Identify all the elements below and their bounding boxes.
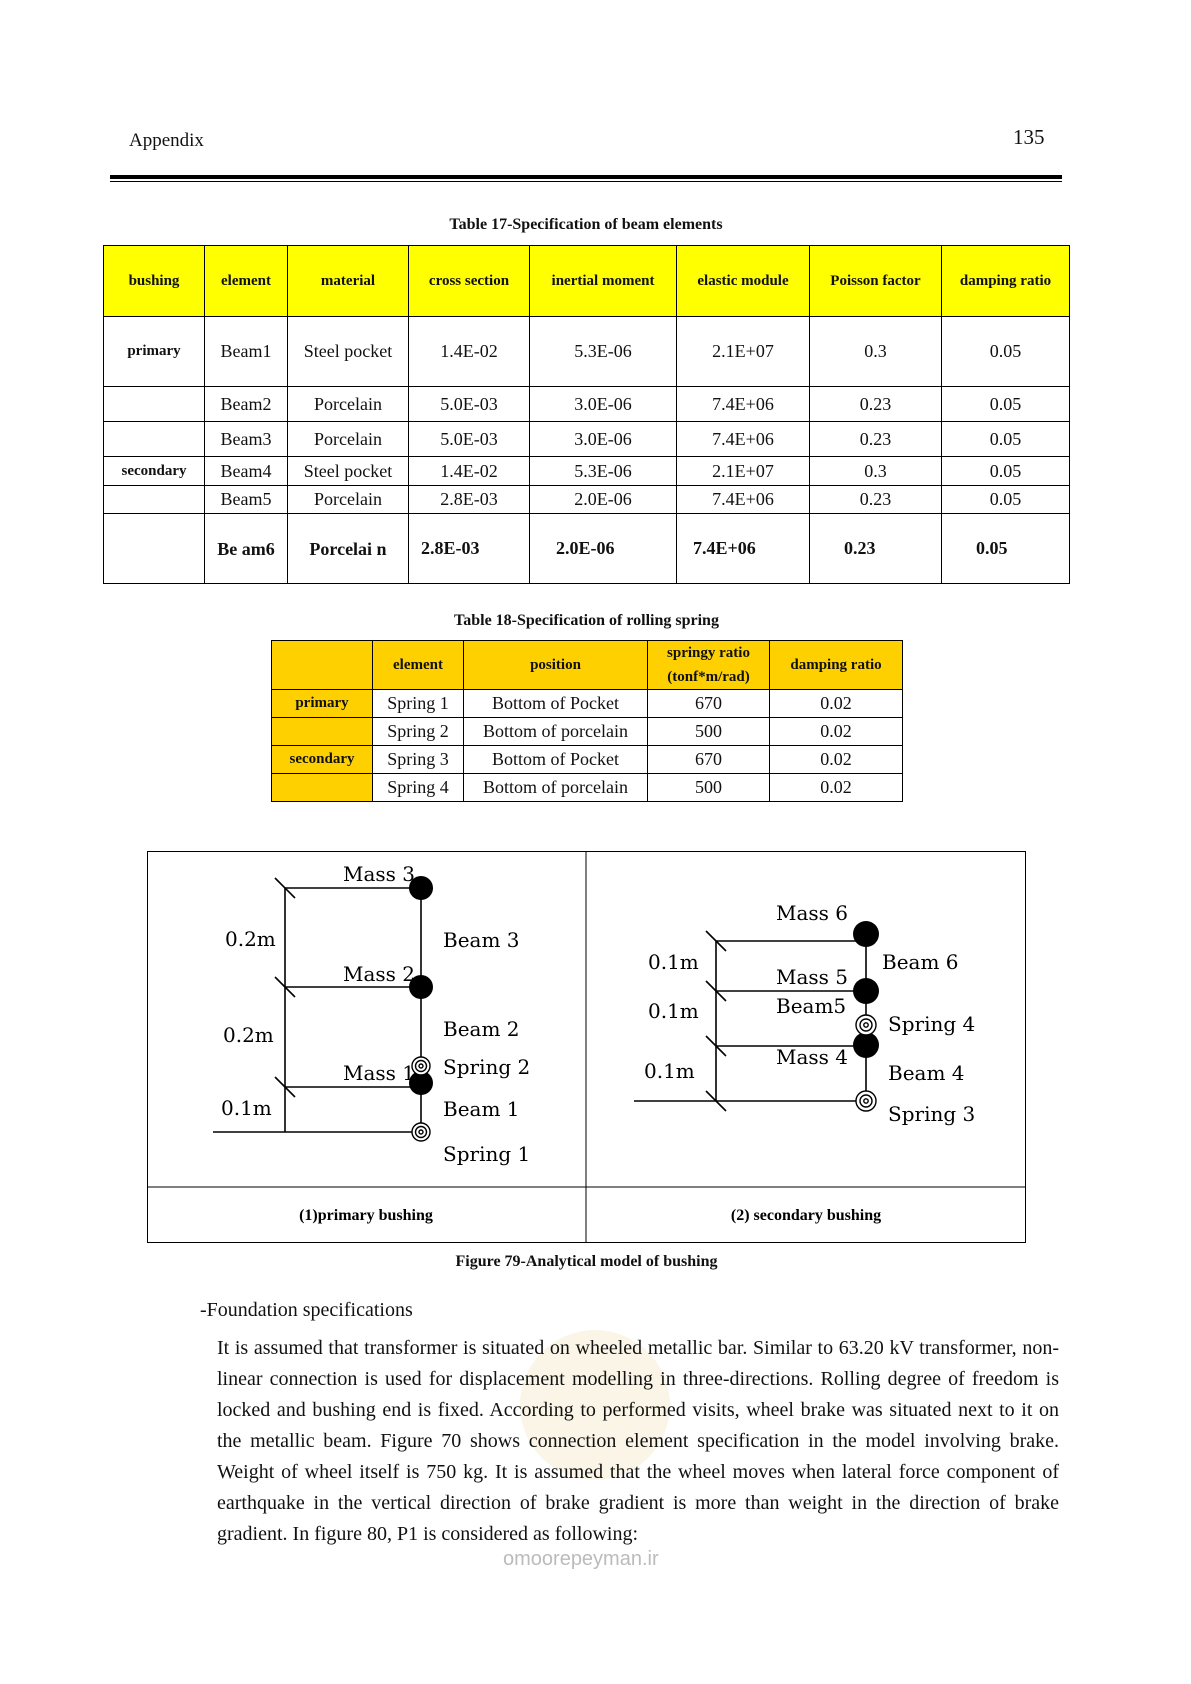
table18-header: damping ratio [770, 641, 903, 690]
table17-header: element [205, 246, 288, 317]
table18-header: springy ratio (tonf*m/rad) [648, 641, 770, 690]
page-number: 135 [1013, 125, 1045, 149]
table17 [103, 245, 1070, 584]
spring4-icon [856, 1015, 876, 1035]
spring3-icon [856, 1091, 876, 1111]
mass3-label: Mass 3 [343, 862, 416, 886]
beam1-label: Beam 1 [443, 1097, 520, 1121]
primary-bushing-model [213, 878, 421, 1132]
table-cell [104, 514, 205, 584]
beam3-label: Beam 3 [443, 928, 520, 952]
table-row [272, 690, 903, 718]
mass4-label: Mass 4 [776, 1045, 849, 1069]
mass2-label: Mass 2 [343, 962, 416, 986]
table-cell [104, 387, 205, 422]
table-cell: 670 [648, 746, 770, 774]
table-cell: 0.05 [942, 387, 1070, 422]
table-cell: Bottom of porcelain [464, 718, 648, 746]
table-cell: Beam2 [205, 387, 288, 422]
dimension-label: 0.2m [223, 1023, 274, 1047]
table-cell [272, 718, 373, 746]
table-cell: 2.1E+07 [677, 457, 810, 486]
table18-header-row [272, 641, 903, 690]
table-cell: 5.3E-06 [530, 457, 677, 486]
table-cell: primary [272, 690, 373, 718]
table-cell: 0.23 [810, 422, 942, 457]
table17-header: damping ratio [942, 246, 1070, 317]
table-cell: 500 [648, 718, 770, 746]
table-row [104, 514, 1070, 584]
table17-header: bushing [104, 246, 205, 317]
mass6-node [853, 921, 879, 947]
table-row [104, 422, 1070, 457]
figure79-diagram [147, 851, 1026, 1243]
table-row [272, 774, 903, 802]
secondary-bushing-caption: (2) secondary bushing [730, 1207, 882, 1224]
dimension-label: 0.1m [221, 1096, 272, 1120]
dimension-label: 0.1m [648, 999, 699, 1023]
table18-caption: Table 18-Specification of rolling spring [454, 612, 719, 629]
table-cell: 7.4E+06 [677, 387, 810, 422]
spring2-label: Spring 2 [443, 1055, 531, 1079]
table-cell: Be am6 [205, 514, 288, 584]
table17-header: elastic module [677, 246, 810, 317]
table17-header: cross section [409, 246, 530, 317]
mass6-label: Mass 6 [776, 901, 849, 925]
figure79-caption: Figure 79-Analytical model of bushing [455, 1253, 718, 1270]
mass5-label: Mass 5 [776, 965, 849, 989]
table-cell: Porcelain [288, 387, 409, 422]
table-cell: 2.8E-03 [409, 514, 530, 584]
dimension-label: 0.2m [225, 927, 276, 951]
table-cell: Beam3 [205, 422, 288, 457]
table18-header: element [373, 641, 464, 690]
table-row [104, 317, 1070, 387]
table-cell: 0.23 [810, 387, 942, 422]
beam5-label: Beam5 [776, 994, 847, 1018]
spring1-icon [412, 1123, 430, 1141]
mass1-label: Mass 1 [343, 1061, 416, 1085]
table-cell: 5.0E-03 [409, 422, 530, 457]
table17-header-row [104, 246, 1070, 317]
table-cell: Bottom of Pocket [464, 746, 648, 774]
table-row [104, 486, 1070, 514]
table-row [272, 746, 903, 774]
table-cell: 0.05 [942, 422, 1070, 457]
table-cell: Porcelai n [288, 514, 409, 584]
beam4-label: Beam 4 [888, 1061, 965, 1085]
table-cell: 0.3 [810, 317, 942, 387]
table-cell: 0.02 [770, 774, 903, 802]
table-cell: 7.4E+06 [677, 422, 810, 457]
spring3-label: Spring 3 [888, 1102, 976, 1126]
table-cell [104, 422, 205, 457]
spring4-label: Spring 4 [888, 1012, 976, 1036]
table18-header: position [464, 641, 648, 690]
dimension-label: 0.1m [644, 1059, 695, 1083]
table17-header: material [288, 246, 409, 317]
table-cell: 7.4E+06 [677, 514, 810, 584]
table-cell: 0.05 [942, 514, 1070, 584]
spring1-label: Spring 1 [443, 1142, 531, 1166]
table-cell: 7.4E+06 [677, 486, 810, 514]
table-cell: 0.02 [770, 746, 903, 774]
table-cell: Beam1 [205, 317, 288, 387]
table18 [271, 640, 903, 802]
table-cell: Bottom of porcelain [464, 774, 648, 802]
section-heading: -Foundation specifications [200, 1299, 413, 1321]
table-cell: Beam5 [205, 486, 288, 514]
header-rule-thin [110, 181, 1062, 182]
table-row [272, 718, 903, 746]
table-cell: 500 [648, 774, 770, 802]
table-cell: 0.3 [810, 457, 942, 486]
mass4-node [853, 1032, 879, 1058]
running-header-section: Appendix [129, 130, 204, 151]
watermark-text: omoorepeyman.ir [503, 1548, 659, 1570]
table-cell: Spring 3 [373, 746, 464, 774]
table-cell: 5.3E-06 [530, 317, 677, 387]
table-cell: 0.23 [810, 486, 942, 514]
table-cell: 2.0E-06 [530, 514, 677, 584]
mass5-node [853, 978, 879, 1004]
dimension-label: 0.1m [648, 950, 699, 974]
table-cell: Steel pocket [288, 317, 409, 387]
table-cell: 5.0E-03 [409, 387, 530, 422]
table-cell: Beam4 [205, 457, 288, 486]
header-rule [110, 175, 1062, 179]
table-cell: Bottom of Pocket [464, 690, 648, 718]
table17-header: inertial moment [530, 246, 677, 317]
table-cell: Spring 4 [373, 774, 464, 802]
table-cell: Spring 1 [373, 690, 464, 718]
table-cell: 670 [648, 690, 770, 718]
primary-bushing-caption: (1)primary bushing [299, 1207, 433, 1224]
table-cell: 3.0E-06 [530, 422, 677, 457]
table-cell: secondary [272, 746, 373, 774]
table-cell: 1.4E-02 [409, 317, 530, 387]
table-cell: 2.8E-03 [409, 486, 530, 514]
table-cell [272, 774, 373, 802]
table17-header: Poisson factor [810, 246, 942, 317]
table-cell: Steel pocket [288, 457, 409, 486]
table18-header [272, 641, 373, 690]
table-cell: Porcelain [288, 422, 409, 457]
table-cell: 2.1E+07 [677, 317, 810, 387]
beam6-label: Beam 6 [882, 950, 959, 974]
table-cell: 1.4E-02 [409, 457, 530, 486]
table-cell: 0.23 [810, 514, 942, 584]
table-cell: primary [104, 317, 205, 387]
table-cell: 0.02 [770, 718, 903, 746]
table-cell: 0.05 [942, 486, 1070, 514]
table-cell: Spring 2 [373, 718, 464, 746]
table-cell: 3.0E-06 [530, 387, 677, 422]
table-cell: 0.05 [942, 317, 1070, 387]
beam2-label: Beam 2 [443, 1017, 520, 1041]
table-cell: 0.02 [770, 690, 903, 718]
table-cell [104, 486, 205, 514]
table-row [104, 387, 1070, 422]
table-cell: 0.05 [942, 457, 1070, 486]
table-cell: secondary [104, 457, 205, 486]
table-cell: 2.0E-06 [530, 486, 677, 514]
body-paragraph: It is assumed that transformer is situated on wheeled metallic bar. Similar to 63.20 kV transformer, non-linear connection is used for displacement modelling in three-directions. Rolling degree of freedom is locked and bushing end is fixed. According to performed visits, wheel brake was situated next to it on the metallic beam. Figure 70 shows connection element specification in the model involving brake. Weight of wheel itself is 750 kg. It is assumed that the wheel moves when lateral force component of earthquake in the vertical direction of brake gradient is more than weight in the direction of brake gradient. In figure 80, P1 is considered as following: [217, 1337, 1059, 1545]
table-row [104, 457, 1070, 486]
table-cell: Porcelain [288, 486, 409, 514]
table17-caption: Table 17-Specification of beam elements [449, 216, 723, 233]
